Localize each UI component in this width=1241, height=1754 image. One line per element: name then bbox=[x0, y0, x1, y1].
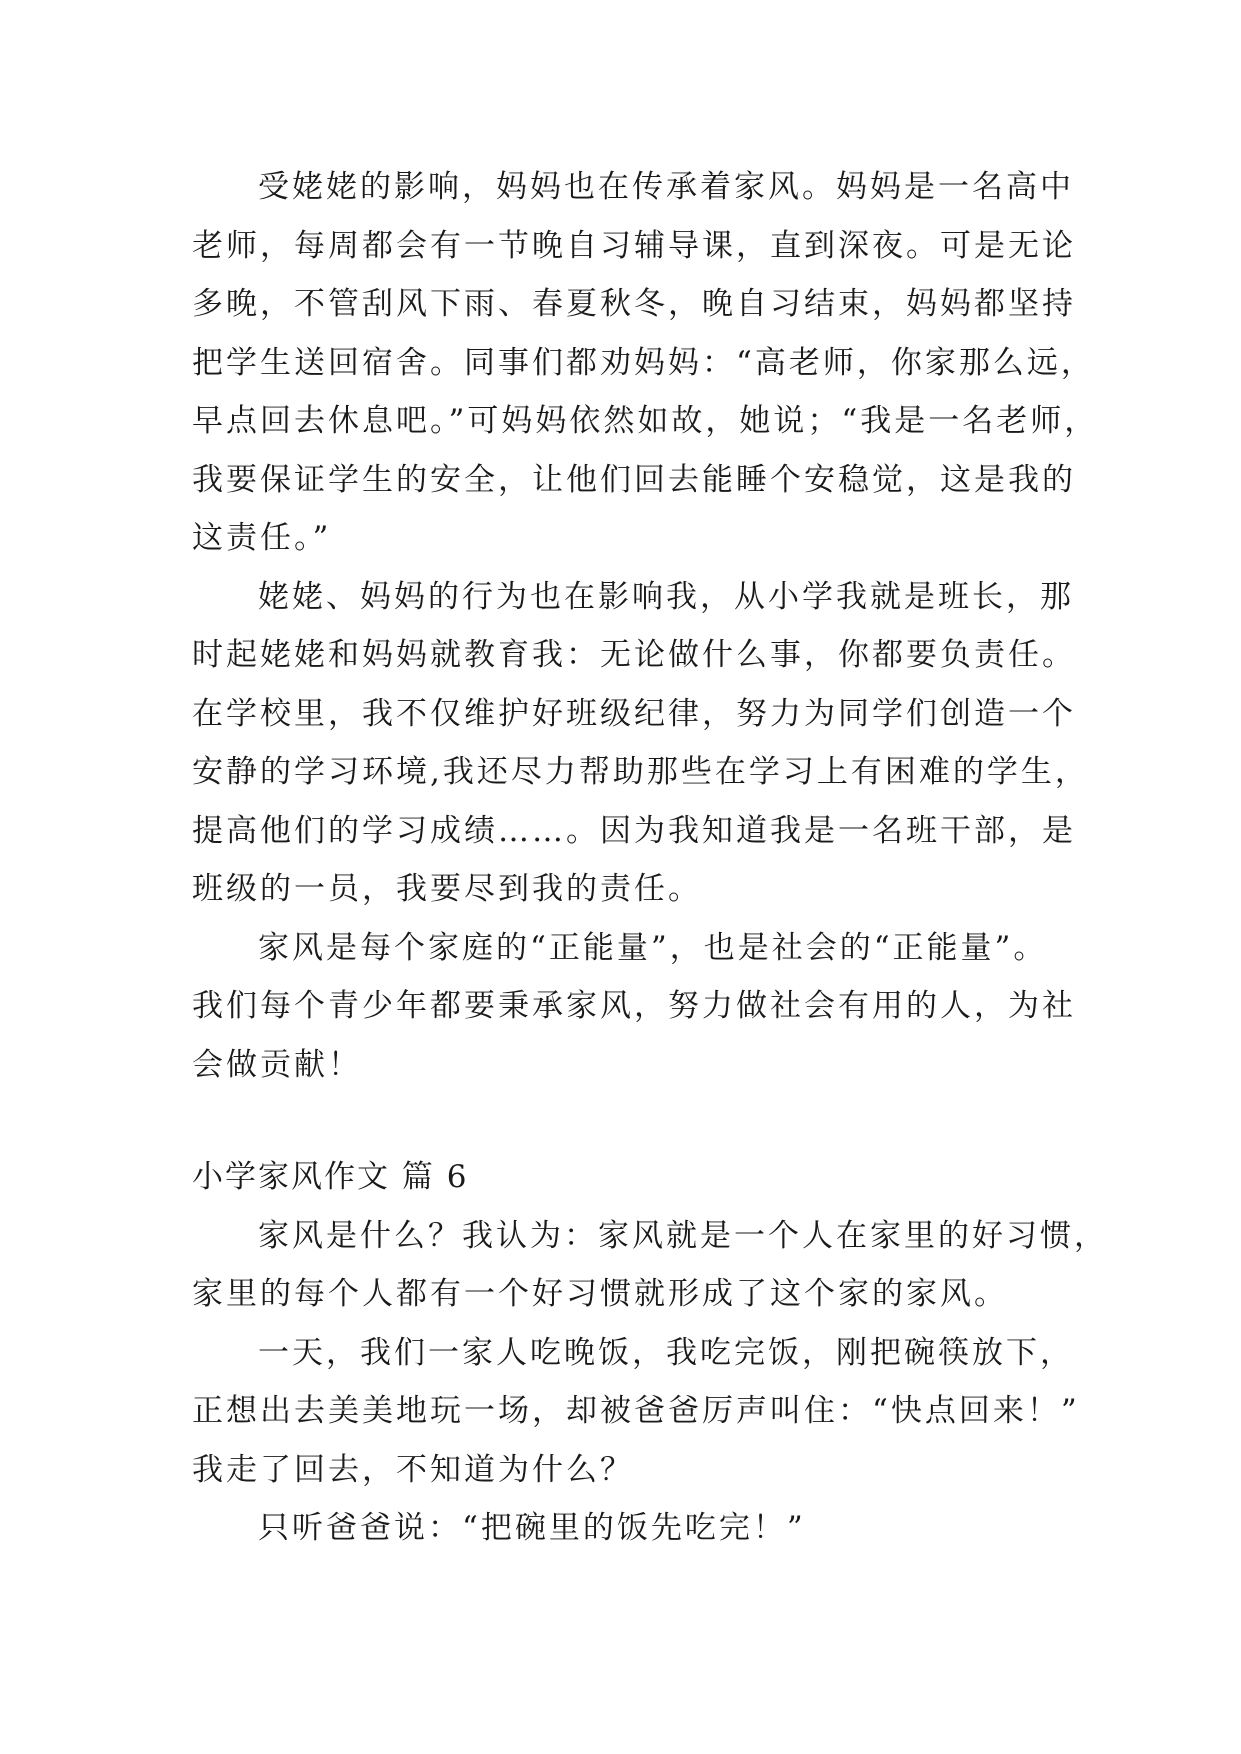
text-line: 班级的一员，我要尽到我的责任。 bbox=[192, 871, 702, 907]
text-line: 把学生送回宿舍。同事们都劝妈妈：“高老师，你家那么远， bbox=[192, 344, 1095, 381]
paragraph bbox=[192, 1324, 1080, 1500]
text-line: 老师，每周都会有一节晚自习辅导课，直到深夜。可是无论 bbox=[192, 227, 1076, 264]
text-line: 在学校里，我不仅维护好班级纪律，努力为同学们创造一个 bbox=[192, 695, 1076, 732]
text-line: 我们每个青少年都要秉承家风，努力做社会有用的人，为社 bbox=[192, 988, 1076, 1024]
text-line: 我走了回去，不知道为什么？ bbox=[192, 1451, 634, 1488]
text-line: 正想出去美美地玩一场，却被爸爸厉声叫住：“快点回来！” bbox=[192, 1393, 1080, 1429]
text-line: 我要保证学生的安全，让他们回去能睡个安稳觉，这是我的 bbox=[192, 461, 1076, 498]
text-line: 早点回去休息吧。”可妈妈依然如故，她说；“我是一名老师， bbox=[192, 403, 1099, 439]
text-line: 这责任。” bbox=[192, 520, 332, 556]
text-line: 多晚，不管刮风下雨、春夏秋冬，晚自习结束，妈妈都坚持 bbox=[192, 286, 1076, 322]
section-spacer bbox=[192, 1094, 1062, 1148]
text-line: 一天，我们一家人吃晚饭，我吃完饭，刚把碗筷放下， bbox=[258, 1334, 1074, 1371]
document-body bbox=[192, 158, 1108, 1558]
text-line: 家风是每个家庭的“正能量”，也是社会的“正能量”。 bbox=[258, 929, 1048, 966]
paragraph bbox=[192, 568, 1089, 919]
section-heading: 小学家风作文 篇 6 bbox=[192, 1159, 469, 1195]
paragraph bbox=[192, 1499, 1062, 1558]
text-line: 家里的每个人都有一个好习惯就形成了这个家的家风。 bbox=[192, 1276, 1008, 1312]
paragraph bbox=[192, 919, 1076, 1095]
text-line: 会做贡献！ bbox=[192, 1046, 362, 1083]
text-line: 家风是什么？我认为：家风就是一个人在家里的好习惯， bbox=[258, 1217, 1108, 1254]
text-line: 时起姥姥和妈妈就教育我：无论做什么事，你都要负责任。 bbox=[192, 637, 1076, 673]
text-line: 姥姥、妈妈的行为也在影响我，从小学我就是班长，那 bbox=[258, 578, 1074, 615]
paragraph bbox=[192, 158, 1099, 568]
text-line: 只听爸爸说：“把碗里的饭先吃完！” bbox=[258, 1510, 806, 1546]
text-line: 提高他们的学习成绩……。因为我知道我是一名班干部，是 bbox=[192, 812, 1076, 849]
paragraph bbox=[192, 1207, 1108, 1324]
text-line: 受姥姥的影响，妈妈也在传承着家风。妈妈是一名高中 bbox=[258, 169, 1074, 205]
text-line: 安静的学习环境,我还尽力帮助那些在学习上有困难的学生， bbox=[192, 754, 1089, 790]
